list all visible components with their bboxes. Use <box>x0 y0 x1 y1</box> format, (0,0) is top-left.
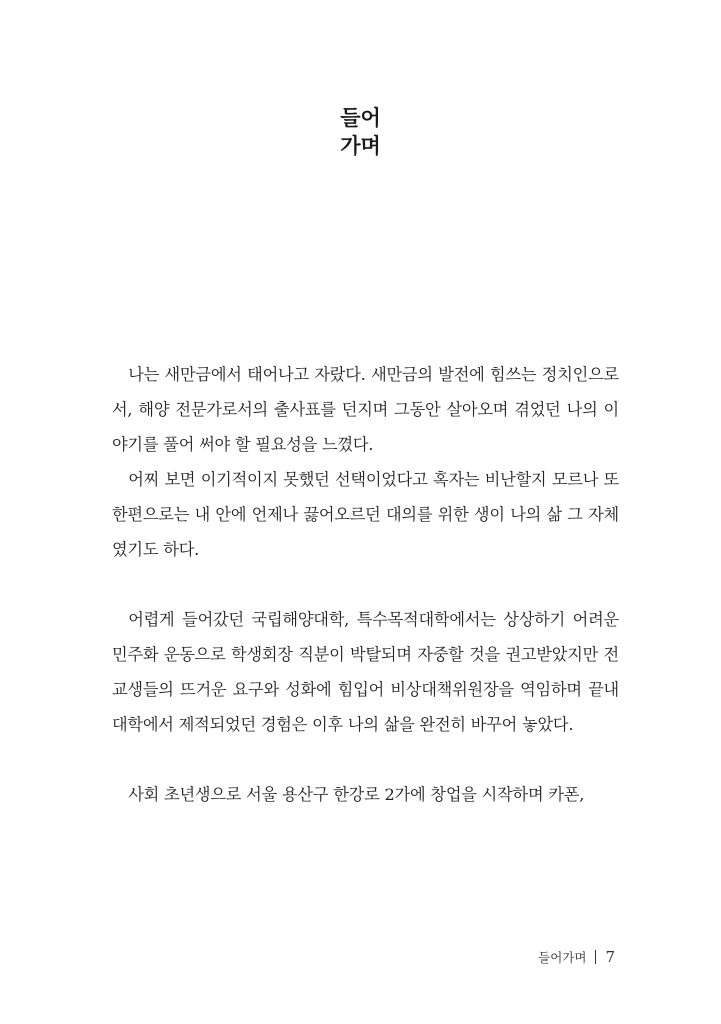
footer-divider <box>595 950 596 964</box>
footer-section-title: 들어가며 <box>538 950 587 965</box>
paragraph-2: 어찌 보면 이기적이지 못했던 선택이었다고 혹자는 비난할지 모르나 또 한편으로는 내 안에 언제나 끓어오르던 대의를 위한 생이 나의 삶 그 자체였기도 하다. <box>112 470 619 559</box>
body-text <box>112 357 619 812</box>
paragraph-3: 어렵게 들어갔던 국립해양대학, 특수목적대학에서는 상상하기 어려운 민주화 운동으로 학생회장 직분이 박탈되며 자중할 것을 권고받았지만 전교생들의 뜨거운 요구와 성화에 힘입어 비상대책위원장을 역임하며 끝내 대학에서 제적되었던 경험은 이후 나의 삶을 완전히 바꾸어 놓았다. <box>112 610 619 734</box>
chapter-title-line-2: 가며 <box>340 134 381 158</box>
paragraph-4: 사회 초년생으로 서울 용산구 한강로 2가에 창업을 시작하며 카폰, <box>128 785 585 804</box>
paragraph-1: 나는 새만금에서 태어나고 자랐다. 새만금의 발전에 힘쓰는 정치인으로서, 해양 전문가로서의 출사표를 던지며 그동안 살아오며 겪었던 나의 이야기를 풀어 써야 할 필요성을 느꼈다. <box>112 365 619 454</box>
chapter-title <box>0 104 721 160</box>
page-footer <box>538 948 615 966</box>
page-number: 7 <box>605 948 615 966</box>
chapter-title-line-1: 들어 <box>340 106 381 130</box>
